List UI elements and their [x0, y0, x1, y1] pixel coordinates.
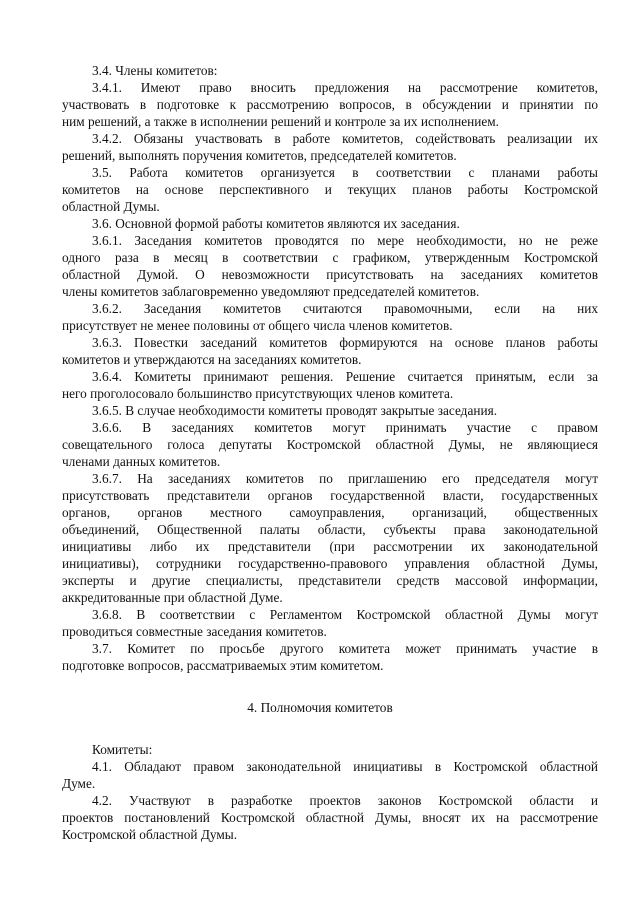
text-line: члены комитетов заблаговременно уведомляют председателей комитетов. — [62, 284, 480, 299]
text-line: 3.6.7. На заседаниях комитетов по приглашению его председателя могут — [92, 471, 598, 486]
text-line: областной Думы. — [62, 199, 160, 214]
text-line: эксперты и другие специалисты, представители средств массовой информации, — [62, 573, 598, 588]
text-line: членами данных комитетов. — [62, 454, 221, 469]
text-line: инициативы либо их представители (при рассмотрении их законодательной — [62, 539, 598, 554]
text-line: областной Думой. О невозможности присутствовать на заседаниях комитетов — [62, 267, 598, 282]
text-line: присутствует не менее половины от общего числа членов комитетов. — [62, 318, 453, 333]
text-line: инициативы), сотрудники государственно-правового управления областной Думы, — [62, 556, 598, 571]
text-line: одного раза в месяц в соответствии с графиком, утвержденным Костромской — [62, 250, 598, 265]
text-line: 3.6. Основной формой работы комитетов являются их заседания. — [92, 216, 460, 231]
text-line: объединений, Общественной палаты области, субъекты права законодательной — [62, 522, 598, 537]
text-line: аккредитованные при областной Думе. — [62, 590, 283, 605]
text-line: него проголосовало большинство присутствующих членов комитета. — [62, 386, 454, 401]
text-line: 3.6.3. Повестки заседаний комитетов формируются на основе планов работы — [92, 335, 598, 350]
text-line: 3.6.1. Заседания комитетов проводятся по мере необходимости, но не реже — [92, 233, 598, 248]
text-line: 3.4.2. Обязаны участвовать в работе комитетов, содействовать реализации их — [92, 131, 598, 146]
text-line: комитетов на основе перспективного и текущих планов работы Костромской — [62, 182, 598, 197]
section-heading: 4. Полномочия комитетов — [247, 700, 393, 715]
text-line: 3.4.1. Имеют право вносить предложения на рассмотрение комитетов, — [92, 80, 598, 95]
text-line: 4.2. Участвуют в разработке проектов законов Костромской области и — [92, 793, 598, 808]
text-line: 3.6.6. В заседаниях комитетов могут принимать участие с правом — [92, 420, 598, 435]
text-line: 4.1. Обладают правом законодательной инициативы в Костромской областной — [92, 759, 598, 774]
text-line: 3.4. Члены комитетов: — [92, 63, 218, 78]
text-line: 3.6.5. В случае необходимости комитеты проводят закрытые заседания. — [92, 403, 498, 418]
text-line: Думе. — [62, 776, 96, 791]
text-line: присутствовать представители органов государственной власти, государственных — [62, 488, 598, 503]
text-line: Комитеты: — [92, 742, 153, 757]
text-line: решений, выполнять поручения комитетов, председателей комитетов. — [62, 148, 457, 163]
text-line: участвовать в подготовке к рассмотрению вопросов, в обсуждении и принятии по — [62, 97, 598, 112]
text-line: 3.7. Комитет по просьбе другого комитета может принимать участие в — [92, 641, 598, 656]
text-line: 3.6.4. Комитеты принимают решения. Решение считается принятым, если за — [92, 369, 598, 384]
text-line: проектов постановлений Костромской областной Думы, вносят их на рассмотрение — [62, 810, 598, 825]
text-line: 3.6.8. В соответствии с Регламентом Костромской областной Думы могут — [92, 607, 598, 622]
text-line: 3.6.2. Заседания комитетов считаются правомочными, если на них — [92, 301, 598, 316]
text-line: органов, органов местного самоуправления, организаций, общественных — [62, 505, 598, 520]
text-line: Костромской областной Думы. — [62, 827, 238, 842]
text-line: совещательного голоса депутаты Костромской областной Думы, не являющиеся — [62, 437, 598, 452]
text-line: подготовке вопросов, рассматриваемых этим комитетом. — [62, 658, 384, 673]
text-line: 3.5. Работа комитетов организуется в соответствии с планами работы — [92, 165, 598, 180]
text-line: ним решений, а также в исполнении решений и контроле за их исполнением. — [62, 114, 499, 129]
text-line: комитетов и утверждаются на заседаниях комитетов. — [62, 352, 362, 367]
text-line: проводиться совместные заседания комитетов. — [62, 624, 327, 639]
